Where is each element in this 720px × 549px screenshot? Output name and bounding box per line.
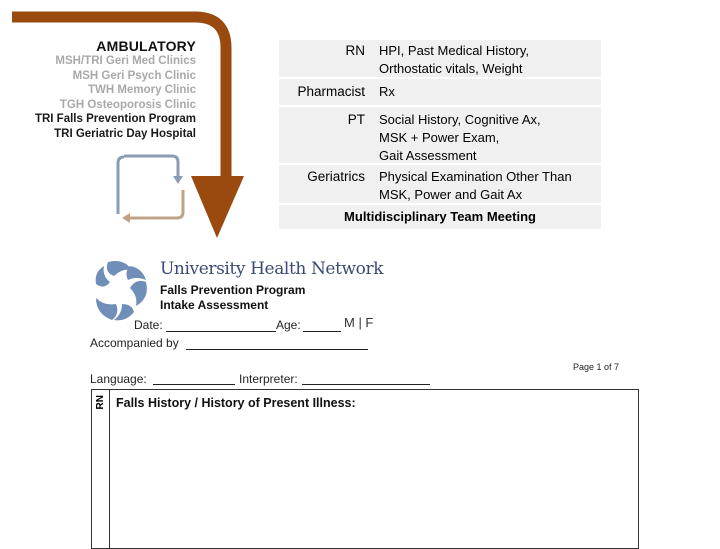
role-label: Geriatrics	[307, 169, 365, 184]
role-description-line: Orthostatic vitals, Weight	[379, 61, 523, 76]
cycle-icon	[118, 156, 183, 223]
role-label: RN	[345, 43, 365, 58]
language-label: Language:	[90, 372, 147, 386]
role-description	[371, 83, 601, 105]
hpi-role-label: RN	[95, 395, 106, 410]
role-row-pharmacist	[279, 79, 601, 107]
accompanied-label: Accompanied by	[90, 336, 179, 350]
ambulatory-site: MSH Geri Psych Clinic	[72, 69, 196, 82]
ambulatory-title: AMBULATORY	[96, 38, 196, 54]
program-name: Falls Prevention Program	[160, 283, 306, 297]
uhn-logo-icon	[96, 261, 147, 320]
date-field[interactable]	[166, 331, 276, 332]
role-label: Pharmacist	[297, 84, 365, 99]
team-meeting-label: Multidisciplinary Team Meeting	[344, 209, 536, 224]
ambulatory-list	[0, 38, 196, 142]
ambulatory-site: TWH Memory Clinic	[88, 84, 196, 97]
accompanied-field[interactable]	[186, 349, 368, 350]
interpreter-field[interactable]	[302, 384, 430, 385]
date-label: Date:	[134, 318, 163, 332]
role-description-line: MSK + Power Exam,	[379, 130, 500, 145]
language-field[interactable]	[153, 384, 235, 385]
age-field[interactable]	[303, 331, 341, 332]
hpi-title: Falls History / History of Present Illness:	[116, 396, 356, 410]
team-meeting-row	[279, 205, 601, 229]
organization-name: University Health Network	[160, 259, 384, 279]
role-description	[371, 168, 601, 203]
assessment-name: Intake Assessment	[160, 297, 269, 312]
role-label: PT	[347, 112, 365, 127]
ambulatory-site: TRI Falls Prevention Program	[34, 113, 196, 126]
role-description-line: Social History, Cognitive Ax,	[379, 112, 541, 127]
role-description-line: Physical Examination Other Than	[379, 169, 572, 184]
age-label: Age:	[276, 318, 301, 332]
role-description-line: MSK, Power and Gait Ax	[379, 187, 523, 202]
role-row-geriatrics	[279, 165, 601, 205]
role-description	[371, 42, 601, 77]
role-row-pt	[279, 107, 601, 165]
ambulatory-site: MSH/TRI Geri Med Clinics	[55, 55, 196, 67]
page-indicator: Page 1 of 7	[573, 362, 620, 372]
hpi-section	[91, 389, 639, 549]
ambulatory-site: TRI Geriatric Day Hospital	[54, 127, 196, 140]
role-table	[279, 40, 601, 229]
role-description-line: HPI, Past Medical History,	[379, 43, 530, 58]
role-row-rn	[279, 40, 601, 79]
hpi-role-column	[92, 390, 110, 548]
form-heading	[160, 283, 305, 312]
ambulatory-site: TGH Osteoporosis Clinic	[59, 98, 196, 111]
sex-options[interactable]: M | F	[344, 315, 374, 330]
interpreter-label: Interpreter:	[239, 372, 298, 386]
role-description-line: Rx	[379, 84, 395, 99]
role-description-line: Gait Assessment	[379, 148, 477, 163]
role-description	[371, 111, 601, 163]
